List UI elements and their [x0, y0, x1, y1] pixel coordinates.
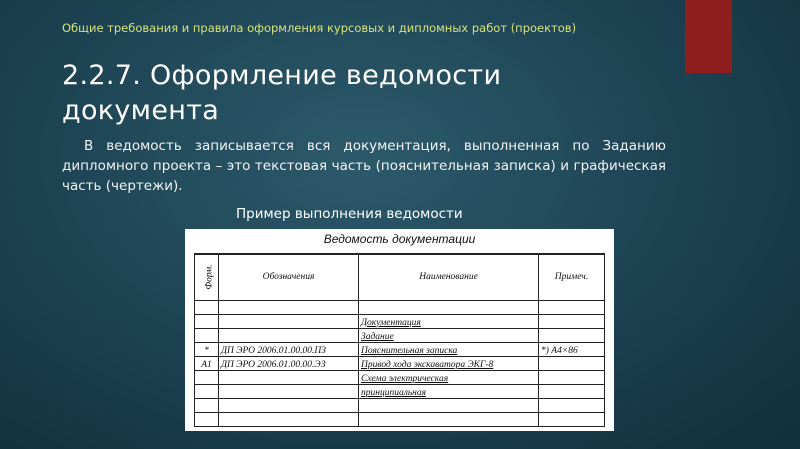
table-row — [195, 342, 605, 356]
cell-form — [195, 370, 219, 384]
column-header-name: Наименование — [359, 254, 539, 300]
table-row — [195, 398, 605, 412]
documentation-table — [194, 253, 605, 427]
cell-form — [195, 314, 219, 328]
cell-form — [195, 328, 219, 342]
cell-name: Документация — [359, 314, 539, 328]
cell-name: Схема электрическая — [359, 370, 539, 384]
table-row — [195, 412, 605, 426]
table-header-row — [195, 254, 605, 300]
cell-code — [219, 370, 359, 384]
body-paragraph: В ведомость записывается вся документация, выполненная по Заданию дипломного проекта – это текстовая часть (пояснительная записка) и графическая часть (чертежи). — [62, 138, 666, 194]
cell-note — [539, 356, 605, 370]
cell-code: ДП ЭРО 2006.01.00.00.ЭЗ — [219, 356, 359, 370]
sheet-title: Ведомость документации — [323, 232, 476, 246]
cell-note — [539, 328, 605, 342]
cell-name: принципиальная — [359, 384, 539, 398]
document-sheet — [185, 229, 614, 431]
cell-note — [539, 314, 605, 328]
accent-tab — [685, 0, 732, 73]
cell-name — [359, 398, 539, 412]
cell-form: А1 — [195, 356, 219, 370]
cell-name: Пояснительная записка — [359, 342, 539, 356]
cell-form — [195, 300, 219, 314]
cell-note — [539, 300, 605, 314]
cell-note: *) А4×86 — [539, 342, 605, 356]
slide-title: 2.2.7. Оформление ведомости документа — [62, 60, 502, 126]
cell-name: Привод хода экскаватора ЭКГ-8 — [359, 356, 539, 370]
column-header-code: Обозначения — [219, 254, 359, 300]
cell-name — [359, 412, 539, 426]
column-header-note: Примеч. — [539, 254, 605, 300]
cell-note — [539, 398, 605, 412]
cell-code — [219, 300, 359, 314]
cell-code — [219, 398, 359, 412]
table-row — [195, 370, 605, 384]
cell-name — [359, 300, 539, 314]
cell-code — [219, 412, 359, 426]
cell-form — [195, 398, 219, 412]
cell-code — [219, 328, 359, 342]
cell-code: ДП ЭРО 2006.01.00.00.ПЗ — [219, 342, 359, 356]
table-row — [195, 314, 605, 328]
cell-note — [539, 412, 605, 426]
slide-subtitle: Общие требования и правила оформления курсовых и дипломных работ (проектов) — [62, 21, 577, 35]
column-header-form: Форм. — [195, 254, 219, 300]
example-caption: Пример выполнения ведомости — [236, 206, 463, 222]
table-row — [195, 300, 605, 314]
cell-code — [219, 384, 359, 398]
table-row — [195, 384, 605, 398]
cell-code — [219, 314, 359, 328]
cell-note — [539, 370, 605, 384]
cell-form — [195, 384, 219, 398]
table-row — [195, 328, 605, 342]
table-row — [195, 356, 605, 370]
cell-form — [195, 412, 219, 426]
cell-note — [539, 384, 605, 398]
cell-form: * — [195, 342, 219, 356]
cell-name: Задание — [359, 328, 539, 342]
